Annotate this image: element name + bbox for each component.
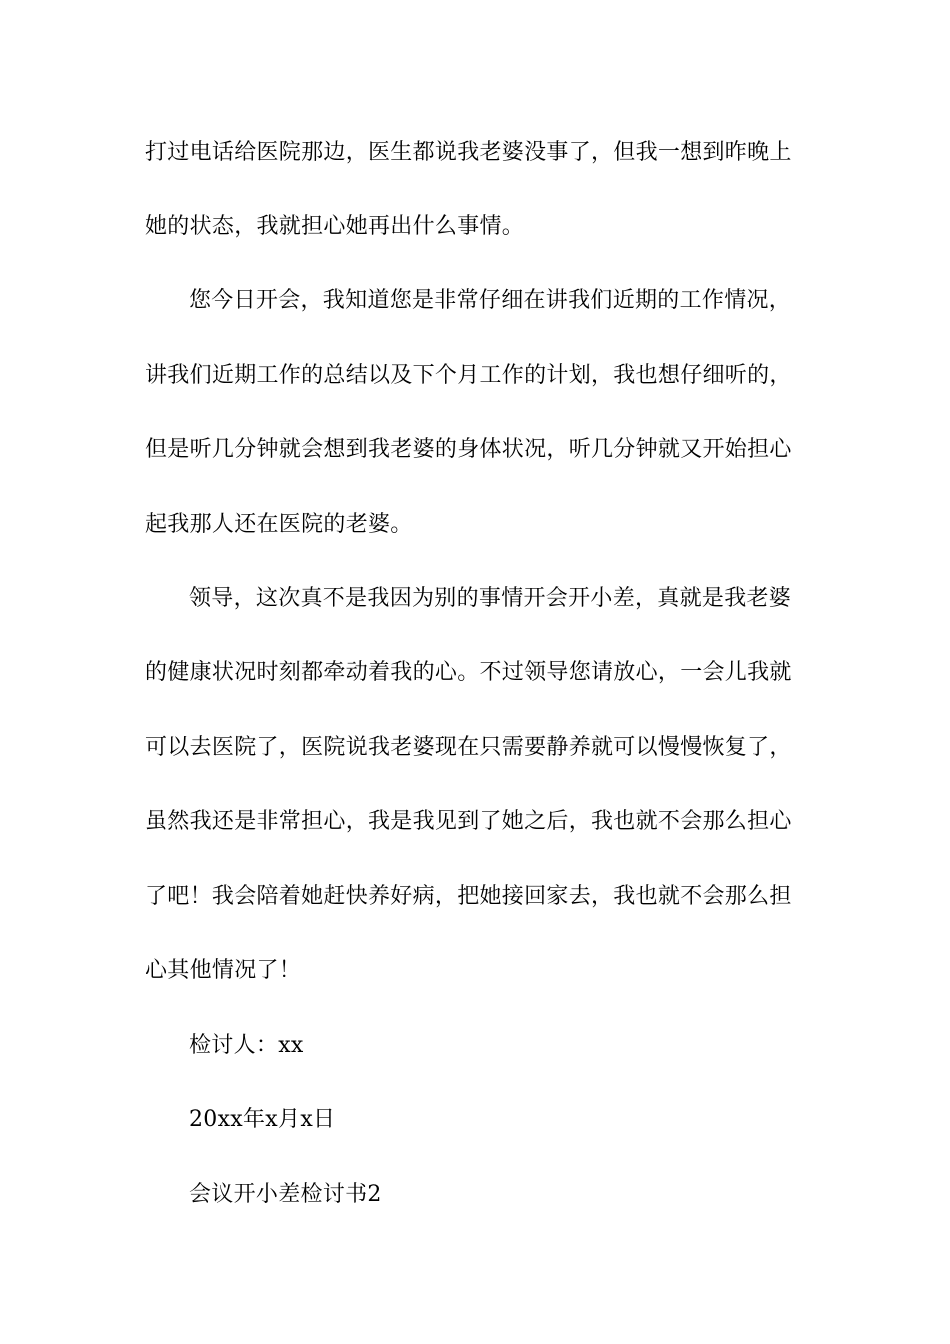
paragraph-2-line-3: 但是听几分钟就会想到我老婆的身体状况，听几分钟就又开始担心: [145, 437, 792, 462]
paragraph-3-line-4: 虽然我还是非常担心，我是我见到了她之后，我也就不会那么担心: [145, 809, 792, 834]
paragraph-2-line-2: 讲我们近期工作的总结以及下个月工作的计划，我也想仔细听的，: [145, 363, 792, 388]
signature: 检讨人：xx: [189, 1033, 304, 1058]
paragraph-3-line-3: 可以去医院了，医院说我老婆现在只需要静养就可以慢慢恢复了，: [145, 735, 792, 760]
paragraph-3-line-2: 的健康状况时刻都牵动着我的心。不过领导您请放心，一会儿我就: [145, 660, 792, 685]
date: 20xx年x月x日: [189, 1107, 336, 1132]
next-section-title: 会议开小差检讨书2: [189, 1182, 382, 1207]
paragraph-3-line-5: 了吧！我会陪着她赶快养好病，把她接回家去，我也就不会那么担: [145, 884, 792, 909]
paragraph-3-line-6: 心其他情况了！: [145, 958, 302, 983]
paragraph-3-line-1: 领导，这次真不是我因为别的事情开会开小差，真就是我老婆: [189, 586, 792, 611]
paragraph-1-line-1: 打过电话给医院那边，医生都说我老婆没事了，但我一想到昨晚上: [145, 140, 792, 165]
paragraph-1-line-2: 她的状态，我就担心她再出什么事情。: [145, 214, 525, 239]
paragraph-2-line-1: 您今日开会，我知道您是非常仔细在讲我们近期的工作情况，: [189, 288, 792, 313]
paragraph-2-line-4: 起我那人还在医院的老婆。: [145, 512, 413, 537]
